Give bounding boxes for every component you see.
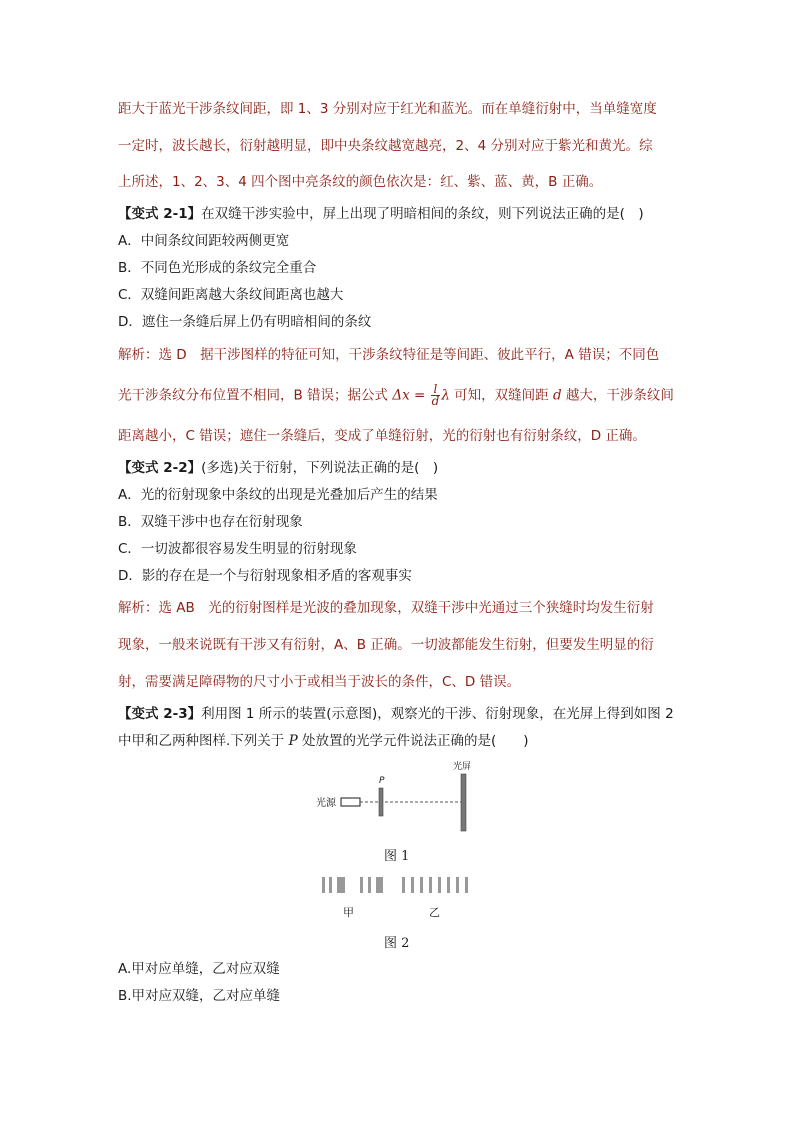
pattern-yi-label: 乙 [429, 906, 440, 919]
pattern-jia-label: 甲 [343, 906, 354, 919]
question-2-3-option-b: B.甲对应双缝，乙对应单缝 [118, 988, 281, 1004]
question-2-3-text: 利用图 1 所示的装置(示意图)，观察光的干涉、衍射现象，在光屏上得到如图 2 [201, 706, 674, 722]
optical-element-p [379, 788, 383, 816]
symbol-p: P [288, 733, 298, 749]
question-2-1-text: 在双缝干涉实验中，屏上出现了明暗相间的条纹，则下列说法正确的是( ) [201, 206, 644, 222]
fringe [376, 877, 383, 893]
fringe [429, 877, 432, 893]
question-2-3-label: 【变式 2-3】 [118, 706, 202, 722]
fringe [465, 877, 468, 893]
fringe [438, 877, 441, 893]
fringe [456, 877, 459, 893]
question-2-2-text: (多选)关于衍射，下列说法正确的是( ) [201, 460, 439, 476]
fringe [337, 877, 345, 893]
question-2-1-analysis-line-2 [118, 384, 678, 407]
light-source-box [341, 798, 360, 806]
analysis-text: 越大，干涉条纹间 [561, 387, 674, 404]
fringe [402, 877, 405, 893]
pattern-jia [322, 877, 383, 893]
question-2-3-stem-line-1 [118, 705, 678, 723]
fringe [329, 877, 332, 893]
symbol-d: d [552, 387, 562, 404]
question-2-3-stem-line-2 [118, 732, 678, 750]
screen-label: 光屏 [453, 762, 472, 772]
figure-2-caption: 图 2 [384, 936, 410, 951]
question-2-1-stem [118, 205, 678, 223]
formula-delta-x: Δx [392, 387, 410, 404]
question-2-2-option-d: D．影的存在是一个与衍射现象相矛盾的客观事实 [118, 568, 412, 584]
fringe [420, 877, 423, 893]
light-screen [461, 774, 466, 831]
question-2-1-option-b: B．不同色光形成的条纹完全重合 [118, 260, 317, 276]
p-label: P [379, 776, 385, 786]
question-2-2-option-a: A．光的衍射现象中条纹的出现是光叠加后产生的结果 [118, 487, 438, 503]
figure-1-apparatus [300, 758, 500, 838]
question-2-1-analysis-line-3: 距离越小，C 错误；遮住一条缝后，变成了单缝衍射，光的衍射也有衍射条纹，D 正确。 [118, 428, 646, 444]
fringe [322, 877, 325, 893]
question-2-2-analysis-line-2: 现象，一般来说既有干涉又有衍射，A、B 正确。一切波都能发生衍射，但要发生明显的衍 [118, 637, 654, 653]
stem-text: 中甲和乙两种图样.下列关于 [118, 733, 289, 749]
question-2-2-label: 【变式 2-2】 [118, 460, 202, 476]
formula-fraction [431, 384, 441, 407]
question-2-3-option-a: A.甲对应单缝，乙对应双缝 [118, 961, 280, 977]
question-2-1-option-c: C．双缝间距离越大条纹间距离也越大 [118, 287, 344, 303]
question-2-2-analysis-line-3: 射，需要满足障碍物的尺寸小于或相当于波长的条件，C、D 错误。 [118, 674, 521, 690]
formula-numerator: l [431, 384, 441, 396]
fringe [360, 877, 363, 893]
figure-1-caption: 图 1 [384, 849, 410, 864]
pattern-yi [402, 877, 468, 893]
formula-denominator: d [431, 394, 440, 408]
analysis-top-line-3: 上所述，1、2、3、4 四个图中亮条纹的颜色依次是：红、紫、蓝、黄，B 正确。 [118, 174, 603, 190]
light-source-label: 光源 [316, 798, 336, 809]
fringe [411, 877, 414, 893]
figure-2-patterns [318, 874, 478, 898]
fringe [447, 877, 450, 893]
question-2-1-option-d: D．遮住一条缝后屏上仍有明暗相间的条纹 [118, 314, 372, 330]
question-2-2-option-b: B．双缝干涉中也存在衍射现象 [118, 514, 303, 530]
question-2-1-label: 【变式 2-1】 [118, 206, 202, 222]
analysis-text: 可知，双缝间距 [449, 387, 553, 404]
stem-text: 处放置的光学元件说法正确的是( ) [297, 733, 529, 749]
formula-lambda: λ [441, 387, 450, 404]
analysis-text: 光干涉条纹分布位置不相同，B 错误；据公式 [118, 387, 393, 404]
question-2-2-analysis-line-1: 解析：选 AB 光的衍射图样是光波的叠加现象，双缝干涉中光通过三个狭缝时均发生衍射 [118, 600, 654, 616]
formula-equals: = [409, 387, 430, 404]
question-2-2-option-c: C．一切波都很容易发生明显的衍射现象 [118, 541, 357, 557]
analysis-top-line-2: 一定时，波长越长，衍射越明显，即中央条纹越宽越亮，2、4 分别对应于紫光和黄光。综 [118, 138, 653, 154]
fringe [368, 877, 371, 893]
question-2-1-analysis-line-1: 解析：选 D 据干涉图样的特征可知，干涉条纹特征是等间距、彼此平行，A 错误；不同色 [118, 347, 660, 363]
question-2-2-stem [118, 459, 678, 477]
question-2-1-option-a: A．中间条纹间距较两侧更宽 [118, 233, 290, 249]
analysis-top-line-1: 距大于蓝光干涉条纹间距，即 1、3 分别对应于红光和蓝光。而在单缝衍射中，当单缝宽度 [118, 101, 657, 117]
